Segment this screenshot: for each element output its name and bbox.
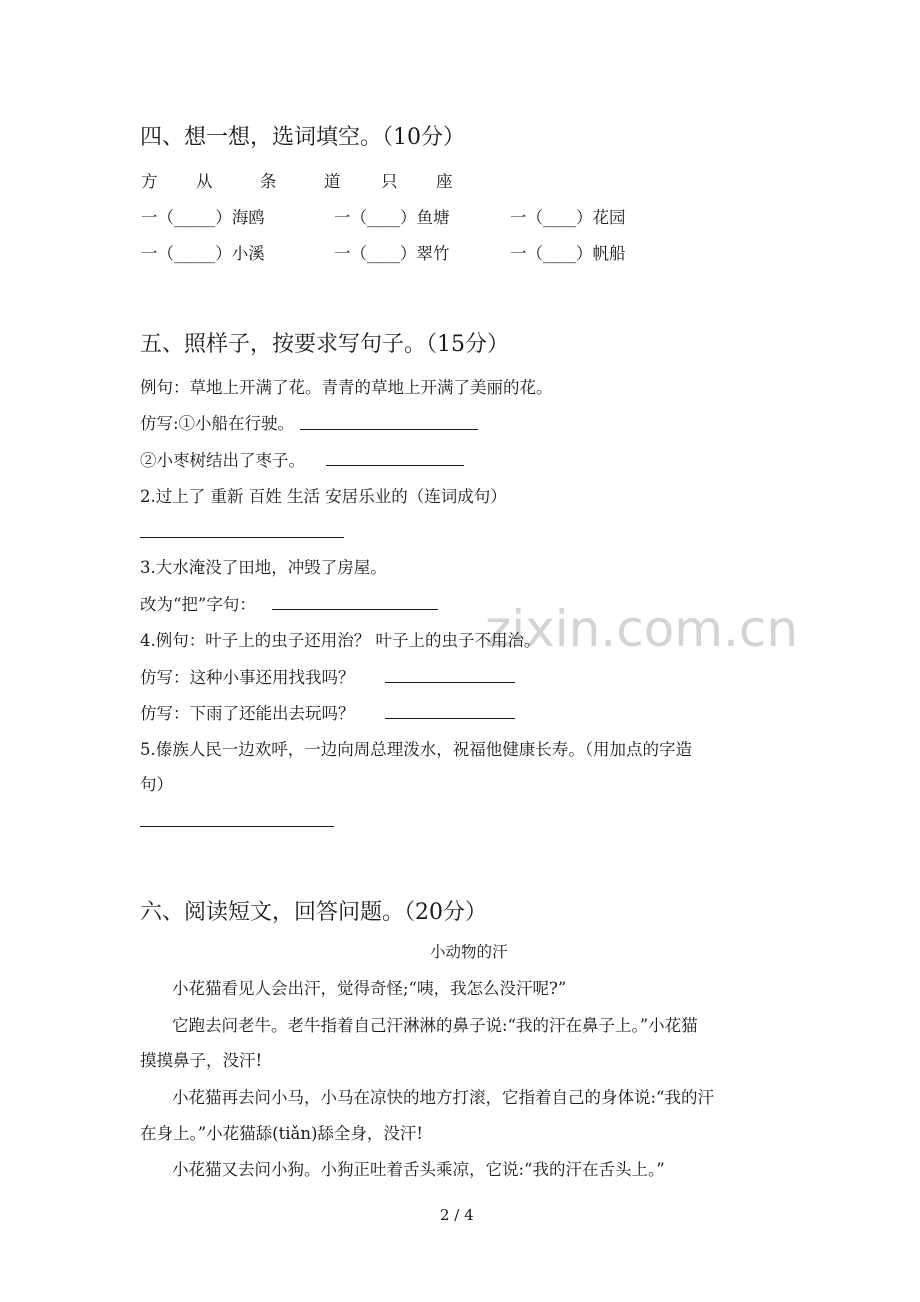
answer-line[interactable] bbox=[385, 682, 515, 683]
fill-blank-item[interactable]: 一（____）鱼塘 bbox=[334, 208, 450, 227]
answer-line[interactable] bbox=[140, 826, 334, 827]
imitate-prompt-1: 仿写:①小船在行驶。 bbox=[140, 414, 295, 433]
story-paragraph: 小花猫看见人会出汗，觉得奇怪;“咦，我怎么没汗呢?” bbox=[172, 979, 567, 998]
word-choice: 方 bbox=[141, 172, 158, 191]
watermark: zixin.com.cn bbox=[485, 600, 799, 658]
word-choice: 从 bbox=[196, 172, 213, 191]
fill-blank-item[interactable]: 一（_____）海鸥 bbox=[141, 208, 265, 227]
answer-line[interactable] bbox=[272, 609, 438, 610]
story-paragraph: 它跑去问老牛。老牛指着自己汗淋淋的鼻子说:“我的汗在鼻子上。”小花猫 bbox=[172, 1016, 698, 1035]
example-sentence: 例句：草地上开满了花。青青的草地上开满了美丽的花。 bbox=[140, 378, 553, 397]
story-paragraph: 小花猫再去问小马，小马在凉快的地方打滚，它指着自己的身体说:“我的汗 bbox=[172, 1088, 714, 1107]
answer-line[interactable] bbox=[140, 537, 344, 538]
story-paragraph: 小花猫又去问小狗。小狗正吐着舌头乘凉，它说:“我的汗在舌头上。” bbox=[172, 1160, 665, 1179]
question-4: 4.例句：叶子上的虫子还用治？ 叶子上的虫子不用治。 bbox=[140, 631, 541, 650]
fill-blank-item[interactable]: 一（_____）小溪 bbox=[141, 244, 265, 263]
answer-line[interactable] bbox=[385, 718, 515, 719]
question-4-imitate-2: 仿写：下雨了还能出去玩吗？ bbox=[140, 704, 355, 723]
word-choice: 座 bbox=[436, 172, 453, 191]
word-choice: 只 bbox=[381, 172, 398, 191]
word-choice: 条 bbox=[260, 172, 277, 191]
question-2: 2.过上了 重新 百姓 生活 安居乐业的（连词成句） bbox=[140, 487, 507, 506]
word-choice: 道 bbox=[324, 172, 341, 191]
section4-title: 四、想一想，选词填空。（10分） bbox=[140, 125, 465, 150]
story-paragraph-cont: 在身上。”小花猫舔(tiǎn)舔全身，没汗! bbox=[140, 1124, 424, 1143]
answer-line[interactable] bbox=[326, 465, 464, 466]
question-5: 5.傣族人民一边欢呼，一边向周总理泼水，祝福他健康长寿。（用加点的字造 bbox=[140, 740, 692, 759]
question-3: 3.大水淹没了田地，冲毁了房屋。 bbox=[140, 558, 387, 577]
question-4-imitate-1: 仿写：这种小事还用找我吗？ bbox=[140, 668, 355, 687]
section6-title: 六、阅读短文，回答问题。（20分） bbox=[140, 900, 487, 925]
story-title: 小动物的汗 bbox=[430, 943, 508, 961]
answer-line[interactable] bbox=[300, 429, 478, 430]
imitate-prompt-2: ②小枣树结出了枣子。 bbox=[140, 451, 305, 470]
question-5-cont: 句） bbox=[140, 775, 173, 794]
page-number: 2 / 4 bbox=[440, 1206, 474, 1224]
fill-blank-item[interactable]: 一（____）花园 bbox=[510, 208, 626, 227]
section5-title: 五、照样子，按要求写句子。（15分） bbox=[140, 332, 509, 357]
question-3-instruction: 改为“把”字句： bbox=[140, 595, 256, 614]
story-paragraph-cont: 摸摸鼻子，没汗! bbox=[140, 1051, 263, 1070]
fill-blank-item[interactable]: 一（____）翠竹 bbox=[334, 244, 450, 263]
fill-blank-item[interactable]: 一（____）帆船 bbox=[510, 244, 626, 263]
